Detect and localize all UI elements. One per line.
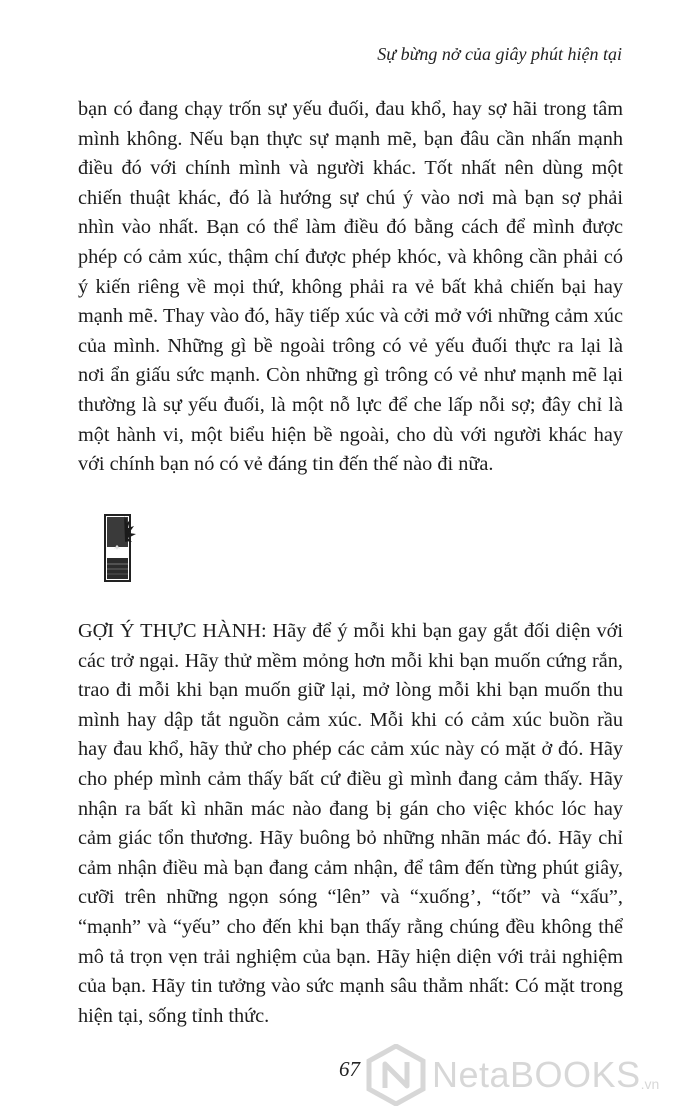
page-number: 67	[339, 1057, 360, 1081]
practice-tip-paragraph: GỢI Ý THỰC HÀNH: Hãy để ý mỗi khi bạn gay gắt đối diện với các trở ngại. Hãy thử mềm mỏng hơn mỗi khi bạn muốn cứng rắn, trao đi mỗi khi bạn muốn giữ lại, mở lòng mỗi khi bạn muốn thu mình hay dập tắt nguồn cảm xúc. Mỗi khi có cảm xúc buồn rầu hay đau khổ, hãy thử cho phép các cảm xúc này có mặt ở đó. Hãy cho phép mình cảm thấy bất cứ điều gì mình đang cảm thấy. Hãy nhận ra bất kì nhãn mác nào đang bị gán cho việc khóc lóc hay cảm giác tổn thương. Hãy buông bỏ những nhãn mác đó. Hãy chỉ cảm nhận điều mà bạn đang cảm nhận, để tâm đến từng phút giây, cưỡi trên những ngọn sóng “lên” và “xuống’, “tốt” và “xấu”, “mạnh” và “yếu” cho đến khi bạn thấy rằng chúng đều không thể mô tả trọn vẹn trải nghiệm của bạn. Hãy hiện diện với trải nghiệm của bạn. Hãy tin tưởng vào sức mạnh sâu thẳm nhất: Có mặt trong hiện tại, sống tỉnh thức.	[78, 620, 623, 1027]
netabooks-logo-icon	[366, 1044, 426, 1106]
mountain-landscape-ornament-icon	[104, 514, 138, 582]
watermark-suffix: .vn	[640, 1076, 660, 1092]
paragraph-body: bạn có đang chạy trốn sự yếu đuối, đau khổ, hay sợ hãi trong tâm mình không. Nếu bạn thực sự mạnh mẽ, bạn đâu cần nhấn mạnh điều đó với chính mình và người khác. Tốt nhất nên dùng một chiến thuật khác, đó là hướng sự chú ý vào nơi mà bạn sợ phải nhìn vào nhất. Bạn có thể làm điều đó bằng cách để mình được phép có cảm xúc, thậm chí được phép khóc, và không cần phải có ý kiến riêng về mọi thứ, không phải ra vẻ bất khả chiến bại hay mạnh mẽ. Thay vào đó, hãy tiếp xúc và cởi mở với những cảm xúc của mình. Những gì bề ngoài trông có vẻ yếu đuối thực ra lại là nơi ẩn giấu sức mạnh. Còn những gì trông có vẻ như mạnh mẽ lại thường là sự yếu đuối, là một nỗ lực để che lấp nỗi sợ; đây chỉ là một hành vi, một biểu hiện bề ngoài, cho dù với người khác hay với chính bạn nó có vẻ đáng tin đến thế nào đi nữa.	[78, 98, 623, 476]
watermark-text: NetaBOOKS	[432, 1054, 641, 1095]
netabooks-watermark	[366, 1040, 696, 1110]
running-header: Sự bừng nở của giây phút hiện tại	[377, 44, 622, 64]
